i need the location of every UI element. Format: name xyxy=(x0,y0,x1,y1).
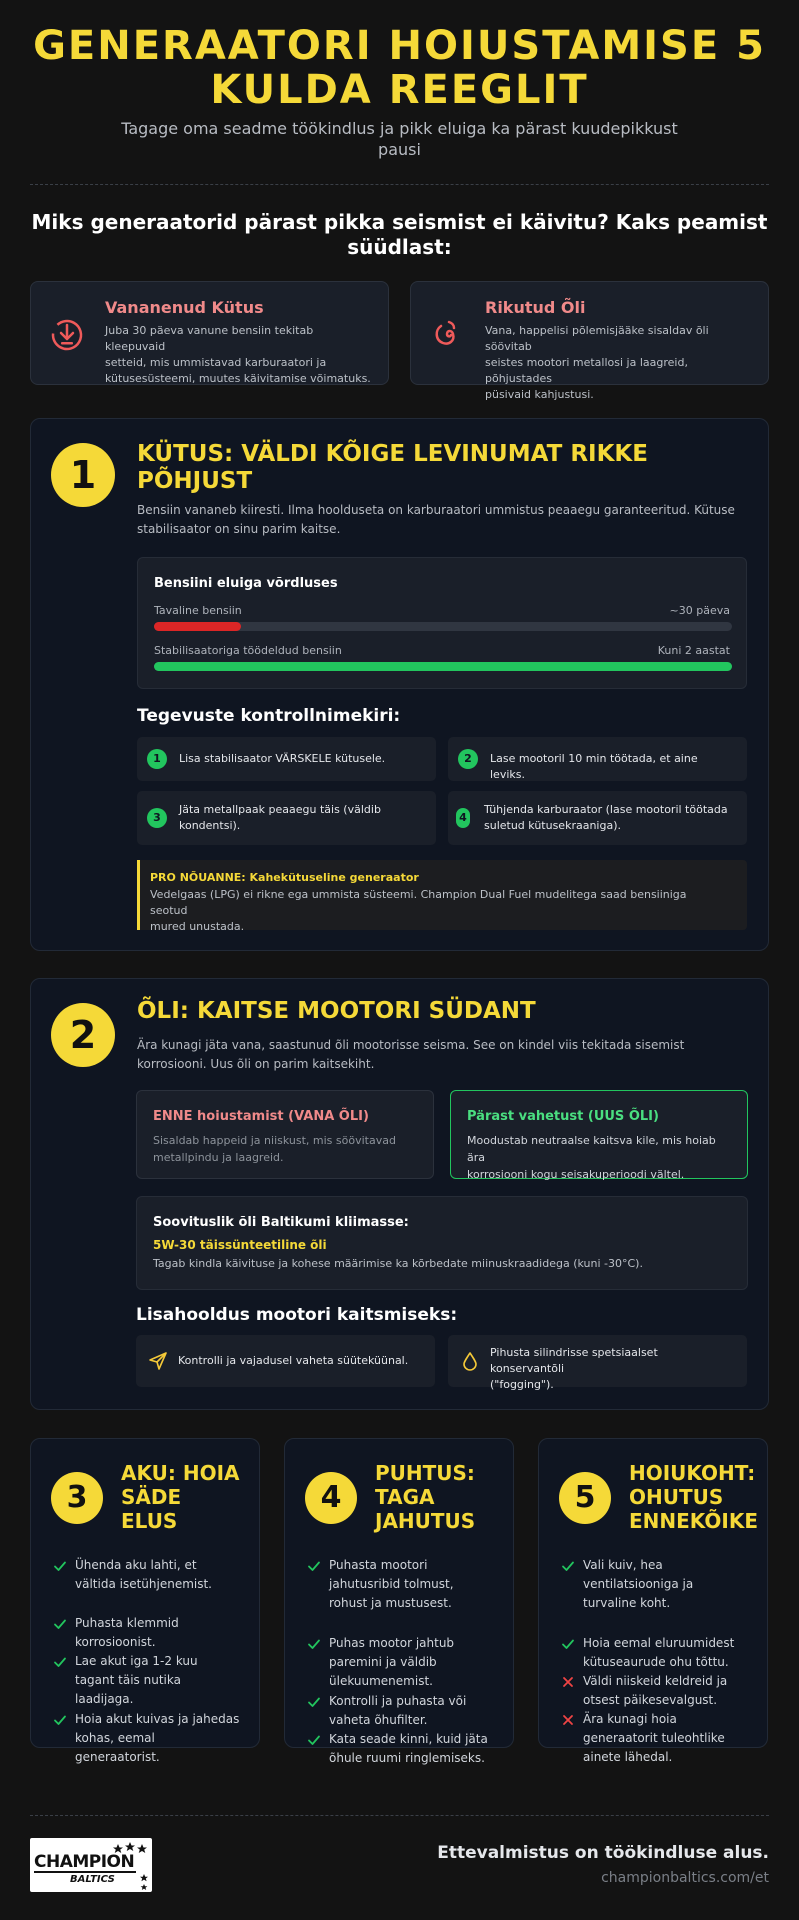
check-icon xyxy=(53,1559,67,1573)
extra-care-title: Lisahooldus mootori kaitsmiseks: xyxy=(136,1305,458,1325)
cause-card-oil xyxy=(410,281,769,401)
bar-fill-regular-fuel xyxy=(154,622,241,631)
oil-drop-icon xyxy=(460,1351,480,1371)
step-number: 4 xyxy=(456,808,470,828)
recommended-oil xyxy=(136,1196,748,1290)
section-title: KÜTUS: VÄLDI KÕIGE LEVINUMAT RIKKE PÕHJUST xyxy=(137,441,648,494)
list-item-text: Ühenda aku lahti, et vältida isetühjenemist. xyxy=(75,1558,212,1591)
old-oil-title: ENNE hoiustamist (VANA ÕLI) xyxy=(153,1109,369,1124)
bar-label: Stabilisaatoriga töödeldud bensiin xyxy=(154,644,342,657)
cause-title: Vananenud Kütus xyxy=(105,298,264,317)
section-desc: Bensiin vananeb kiiresti. Ilma hoolduseta on karburaatori ummistus peaaegu garanteeritud. Kütuse stabilisaator on sinu parim kaitse. xyxy=(137,503,735,536)
footer-tagline: Ettevalmistus on töökindluse alus. xyxy=(437,1843,769,1863)
check-icon xyxy=(307,1559,321,1573)
check-icon xyxy=(307,1637,321,1651)
section-number: 4 xyxy=(305,1472,357,1524)
pro-tip xyxy=(137,860,747,933)
section-storage xyxy=(538,1438,768,1764)
cause-title: Rikutud Õli xyxy=(485,298,586,317)
bar-value: ~30 päeva xyxy=(669,604,730,617)
champion-logo xyxy=(30,1838,152,1892)
section-fuel xyxy=(30,418,769,951)
list-item-text: Hoia akut kuivas ja jahedas kohas, eemal generaatorist. xyxy=(75,1712,240,1764)
step-text: Jäta metallpaak peaaegu täis (väldib kondentsi). xyxy=(179,803,381,832)
list-item-text: Vali kuiv, hea ventilatsiooniga ja turvaline koht. xyxy=(583,1558,694,1610)
spark-plug-icon xyxy=(148,1351,168,1371)
cross-icon xyxy=(561,1713,575,1727)
list-item-text: Puhas mootor jahtub paremini ja väldib ülekuumenemist. xyxy=(329,1636,455,1688)
bar-fill-stabilized-fuel xyxy=(154,662,732,671)
list-item-text: Väldi niiskeid keldreid ja otsest päikesevalgust. xyxy=(583,1674,728,1707)
page-title: GENERAATORI HOIUSTAMISE 5 KULDA REEGLIT xyxy=(33,23,766,113)
cause-desc: Vana, happelisi põlemisjääke sisaldav õli söövitab seistes mootori metallosi ja laagreid, põhjustades püsivaid kahjustusi. xyxy=(485,324,709,401)
list-item-text: Hoia eemal eluruumidest kütuseaurude ohu tõttu. xyxy=(583,1636,735,1669)
checklist-item xyxy=(448,791,747,845)
step-text: Lase mootoril 10 min töötada, et aine leviks. xyxy=(490,752,698,781)
list-item-text: Puhasta mootori jahutusribid tolmust, rohust ja mustusest. xyxy=(329,1558,454,1610)
section-number: 5 xyxy=(559,1472,611,1524)
section-number: 2 xyxy=(51,1003,115,1067)
section-battery xyxy=(30,1438,260,1764)
divider xyxy=(30,184,769,185)
section-title: ÕLI: KAITSE MOOTORI SÜDANT xyxy=(137,998,536,1024)
bar-value: Kuni 2 aastat xyxy=(657,644,730,657)
list-item-text: Kata seade kinni, kuid jäta õhule ruumi ringlemiseks. xyxy=(329,1732,488,1765)
cross-icon xyxy=(561,1675,575,1689)
step-text: Tühjenda karburaator (lase mootoril töötada suletud kütusekraaniga). xyxy=(484,803,728,832)
check-icon xyxy=(53,1617,67,1631)
list-item-text: Puhasta klemmid korrosioonist. xyxy=(75,1616,179,1649)
step-number: 2 xyxy=(458,749,478,769)
list-item-text: Kontrolli ja puhasta või vaheta õhufilter. xyxy=(329,1694,467,1727)
footer-url[interactable]: championbaltics.com/et xyxy=(601,1870,769,1886)
bar-track xyxy=(154,622,732,631)
oil-drop-icon xyxy=(427,314,467,354)
check-icon xyxy=(561,1559,575,1573)
section-cleaning xyxy=(284,1438,514,1765)
old-oil-card xyxy=(136,1090,434,1179)
new-oil-card xyxy=(450,1090,748,1179)
bar-track xyxy=(154,662,732,671)
check-icon xyxy=(307,1695,321,1709)
section-title: AKU: HOIA SÄDE ELUS xyxy=(121,1461,240,1533)
page-subtitle: Tagage oma seadme töökindlus ja pikk eluiga ka pärast kuudepikkust pausi xyxy=(121,119,678,159)
extra-care-text: Pihusta silindrisse spetsiaalset konservantõli ("fogging"). xyxy=(490,1346,658,1391)
why-title: Miks generaatorid pärast pikka seismist ei käivitu? Kaks peamist süüdlast: xyxy=(31,210,768,259)
check-icon xyxy=(53,1713,67,1727)
extra-care-item xyxy=(136,1335,435,1387)
fuel-life-comparison xyxy=(137,557,747,689)
pro-tip-text: Vedelgaas (LPG) ei rikne ega ummista süsteemi. Champion Dual Fuel mudelitega saad bensiiniga seotud mured unustada. xyxy=(150,888,687,933)
section-title: HOIUKOHT: OHUTUS ENNEKÕIKE xyxy=(629,1461,759,1533)
step-number: 1 xyxy=(147,749,167,769)
section-desc: Ära kunagi jäta vana, saastunud õli mootorisse seisma. See on kindel viis tekitada sisemist korrosiooni. Uus õli on parim kaitsekiht. xyxy=(137,1038,685,1071)
logo-subtext: BALTICS xyxy=(70,1874,115,1885)
section-title: PUHTUS: TAGA JAHUTUS xyxy=(375,1461,476,1533)
checklist-title: Tegevuste kontrollnimekiri: xyxy=(137,706,401,726)
list-item-text: Ära kunagi hoia generaatorit tuleohtlike ainete lähedal. xyxy=(583,1712,725,1764)
section-number: 1 xyxy=(51,443,115,507)
fuel-warning-icon xyxy=(47,314,87,354)
list-item-text: Lae akut iga 1-2 kuu tagant täis nutika laadijaga. xyxy=(75,1654,198,1706)
recommended-oil-name: 5W-30 täissünteetiline õli xyxy=(153,1238,327,1252)
old-oil-desc: Sisaldab happeid ja niiskust, mis söövitavad metallpindu ja laagreid. xyxy=(153,1134,396,1164)
check-icon xyxy=(307,1733,321,1747)
checklist-item xyxy=(137,737,436,781)
cause-card-fuel xyxy=(30,281,389,385)
comparison-title: Bensiini eluiga võrdluses xyxy=(154,576,338,591)
step-text: Lisa stabilisaator VÄRSKELE kütusele. xyxy=(179,752,386,765)
pro-tip-title: PRO NÕUANNE: Kahekütuseline generaator xyxy=(150,871,419,884)
bar-label: Tavaline bensiin xyxy=(154,604,242,617)
cause-desc: Juba 30 päeva vanune bensiin tekitab kleepuvaid setteid, mis ummistavad karburaatori ja kütusesüsteemi, muutes käivitamise võimatuks. xyxy=(105,324,371,385)
extra-care-item xyxy=(448,1335,747,1391)
new-oil-desc: Moodustab neutraalse kaitsva kile, mis hoiab ära korrosiooni kogu seisakuperioodi vältel. xyxy=(467,1134,716,1181)
check-icon xyxy=(561,1637,575,1651)
step-number: 3 xyxy=(147,808,167,828)
checklist-item xyxy=(448,737,747,781)
section-number: 3 xyxy=(51,1472,103,1524)
check-icon xyxy=(53,1655,67,1669)
checklist-item xyxy=(137,791,436,845)
recommended-oil-desc: Tagab kindla käivituse ja kohese määrimise ka kõrbedate miinuskraadidega (kuni -30°C). xyxy=(153,1257,643,1270)
extra-care-text: Kontrolli ja vajadusel vaheta süüteküünal. xyxy=(178,1354,409,1367)
divider xyxy=(30,1815,769,1816)
logo-text: CHAMPION xyxy=(34,1852,135,1872)
new-oil-title: Pärast vahetust (UUS ÕLI) xyxy=(467,1109,659,1124)
recommended-oil-title: Soovituslik õli Baltikumi kliimasse: xyxy=(153,1215,409,1230)
